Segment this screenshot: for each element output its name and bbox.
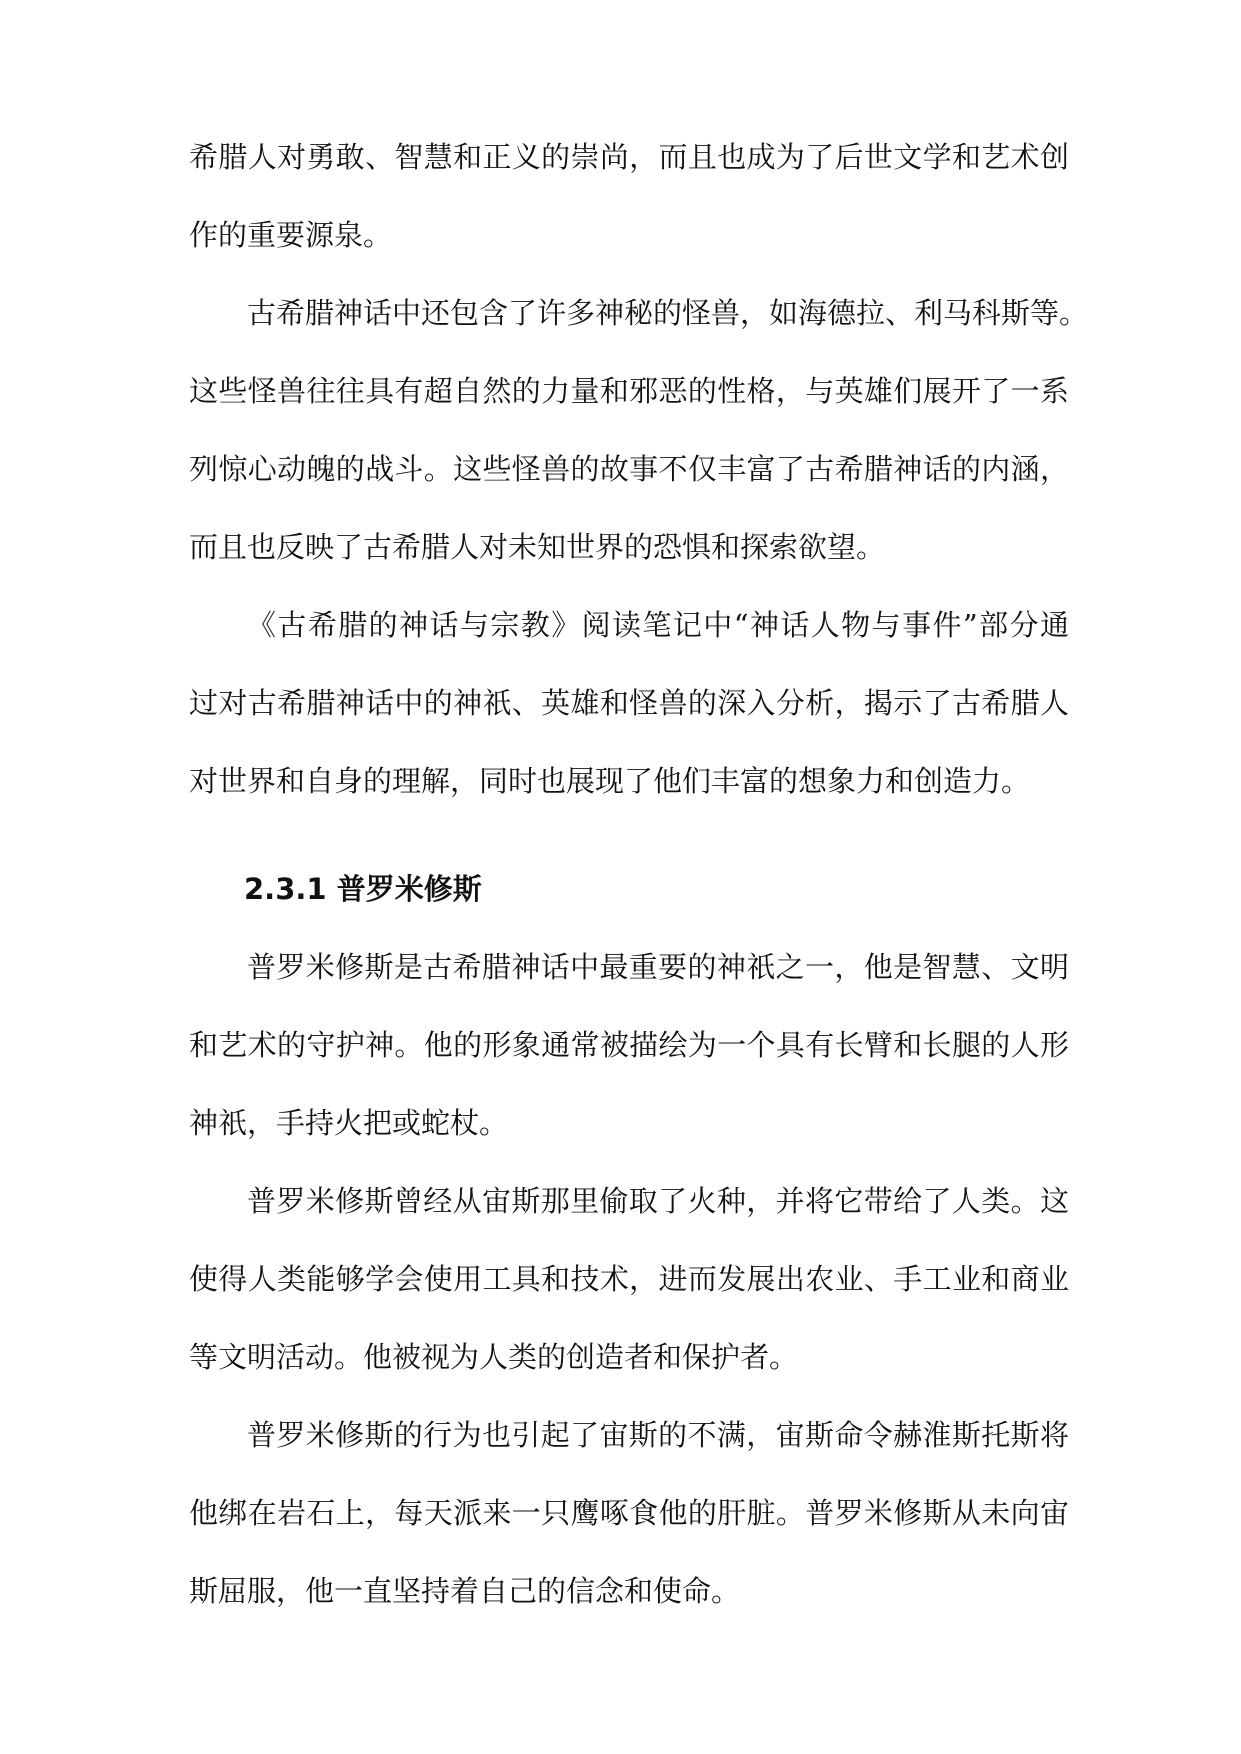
text-line: 古希腊神话中还包含了许多神秘的怪兽，如海德拉、利马科斯等。 xyxy=(247,296,1089,330)
section-gap xyxy=(189,840,1069,870)
text-line: 列惊心动魄的战斗。这些怪兽的故事不仅丰富了古希腊神话的内涵， xyxy=(189,452,1069,486)
text-line: 和艺术的守护神。他的形象通常被描绘为一个具有长臂和长腿的人形 xyxy=(189,1028,1069,1062)
text-line: 神祇，手持火把或蛇杖。 xyxy=(189,1106,509,1140)
text-line: 普罗米修斯曾经从宙斯那里偷取了火种，并将它带给了人类。这 xyxy=(247,1184,1069,1218)
text-line: 而且也反映了古希腊人对未知世界的恐惧和探索欲望。 xyxy=(189,530,886,564)
section-title: 普罗米修斯 xyxy=(336,872,482,906)
text-line: 等文明活动。他被视为人类的创造者和保护者。 xyxy=(189,1340,799,1374)
text-line: 普罗米修斯的行为也引起了宙斯的不满，宙斯命令赫淮斯托斯将 xyxy=(247,1418,1069,1452)
text-line: 使得人类能够学会使用工具和技术，进而发展出农业、手工业和商业 xyxy=(189,1262,1069,1296)
text-line: 过对古希腊神话中的神祇、英雄和怪兽的深入分析，揭示了古希腊人 xyxy=(189,686,1069,720)
text-line: 希腊人对勇敢、智慧和正义的崇尚，而且也成为了后世文学和艺术创 xyxy=(189,140,1069,174)
body-text xyxy=(189,138,1089,1650)
text-line: 这些怪兽往往具有超自然的力量和邪恶的性格，与英雄们展开了一系 xyxy=(189,374,1069,408)
text-line: 普罗米修斯是古希腊神话中最重要的神祇之一，他是智慧、文明 xyxy=(247,950,1069,984)
text-line: 他绑在岩石上，每天派来一只鹰啄食他的肝脏。普罗米修斯从未向宙 xyxy=(189,1496,1069,1530)
text-line: 作的重要源泉。 xyxy=(189,218,393,252)
text-line: 斯屈服，他一直坚持着自己的信念和使命。 xyxy=(189,1574,741,1608)
text-line: 《古希腊的神话与宗教》阅读笔记中“神话人物与事件”部分通 xyxy=(247,608,1069,642)
section-number: 2.3.1 xyxy=(244,872,327,906)
section-heading xyxy=(244,870,1069,908)
text-line: 对世界和自身的理解，同时也展现了他们丰富的想象力和创造力。 xyxy=(189,764,1031,798)
